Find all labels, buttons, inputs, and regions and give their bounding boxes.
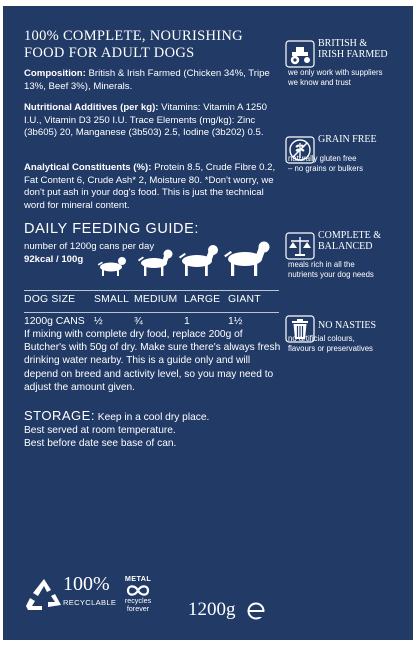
badge-2-title: GRAIN FREE bbox=[318, 134, 377, 145]
cell-giant: 1½ bbox=[228, 316, 243, 327]
net-weight: 1200g bbox=[188, 599, 236, 620]
badge-4-title: NO NASTIES bbox=[318, 320, 377, 331]
badge-3-description: meals rich in all the nutrients your dog needs bbox=[288, 260, 374, 279]
medium-dog-icon bbox=[138, 250, 173, 277]
storage-line-1: Keep in a cool dry place. bbox=[94, 412, 210, 423]
pack-panel bbox=[3, 6, 413, 640]
metal-recycles-label: recycles forever bbox=[124, 596, 152, 613]
storage-line-2: Best served at room temperature. bbox=[24, 425, 176, 437]
composition-value: British & Irish Farmed (Chicken 34%, Tripe 13%, Beef 3%), Minerals. bbox=[24, 68, 270, 92]
composition-label: Composition: bbox=[24, 68, 86, 79]
badge-1-title: BRITISH & IRISH FARMED bbox=[318, 38, 388, 60]
storage-line-3: Best before date see base of can. bbox=[24, 438, 177, 450]
recyclable-label: RECYCLABLE bbox=[63, 598, 117, 607]
product-title: 100% COMPLETE, NOURISHING FOOD FOR ADULT DOGS bbox=[24, 28, 243, 61]
storage-block bbox=[24, 409, 282, 451]
cell-cans-label: 1200g CANS bbox=[24, 316, 85, 327]
badge-4-description: no artificial colours, flavours or preservatives bbox=[288, 334, 373, 353]
recyclable-percentage: 100% bbox=[63, 573, 110, 595]
feeding-guide-subtitle: number of 1200g cans per day bbox=[24, 241, 155, 252]
giant-dog-icon bbox=[224, 242, 269, 277]
table-header-row bbox=[24, 290, 279, 312]
badge-1-description: we only work with suppliers we know and trust bbox=[288, 68, 383, 87]
recycle-icon bbox=[25, 576, 63, 612]
tractor-icon bbox=[285, 40, 315, 68]
nutritional-label: Nutritional Additives (per kg): bbox=[24, 102, 159, 114]
metal-label: METAL bbox=[124, 574, 152, 583]
large-dog-icon bbox=[179, 245, 218, 276]
analytical-label: Analytical Constituents (%): bbox=[24, 161, 152, 173]
info-column bbox=[24, 28, 279, 212]
header-dog-size: DOG SIZE bbox=[24, 294, 76, 305]
cell-medium: ¾ bbox=[134, 316, 143, 327]
badge-grain-free bbox=[280, 122, 398, 206]
cell-small: ½ bbox=[94, 316, 103, 327]
dog-silhouettes-icon bbox=[93, 238, 273, 278]
header-medium: MEDIUM bbox=[134, 294, 178, 305]
e-mark-icon bbox=[246, 600, 266, 622]
header-small: SMALL bbox=[94, 294, 130, 305]
kcal-label: 92kcal / 100g bbox=[24, 254, 84, 265]
nutritional-value: Vitamins: Vitamin A 1250 I.U., Vitamin D3 250 I.U. Trace Elements (mg/kg): Zinc (3b605) 20, Manganese (3b503) 2.5, Iodine (3b202) 0.5. bbox=[24, 102, 267, 139]
cell-large: 1 bbox=[184, 316, 190, 327]
nutritional-text bbox=[24, 102, 279, 140]
storage-heading: STORAGE: bbox=[24, 408, 95, 423]
header-giant: GIANT bbox=[228, 294, 261, 305]
badge-british-irish-farmed bbox=[280, 26, 398, 110]
metal-recycles-forever-mark bbox=[120, 574, 156, 613]
feeding-guide-title: DAILY FEEDING GUIDE: bbox=[24, 221, 200, 237]
badge-3-title: COMPLETE & BALANCED bbox=[318, 230, 382, 252]
composition-text bbox=[24, 68, 279, 93]
small-dog-icon bbox=[98, 257, 126, 276]
badge-no-nasties bbox=[280, 301, 398, 385]
badge-2-description: naturally gluten free – no grains or bulkers bbox=[288, 154, 363, 173]
analytical-value: Protein 8.5, Crude Fibre 0.2, Fat Content 6, Crude Ash* 2, Moisture 80. *Don't worry, we don't put ash in your dog's food. This is just the technical word for mineral content. bbox=[24, 161, 276, 211]
badge-complete-balanced bbox=[280, 218, 398, 302]
header-large: LARGE bbox=[184, 294, 221, 305]
infinity-icon bbox=[125, 584, 151, 597]
analytical-text bbox=[24, 162, 279, 212]
mixing-instructions: If mixing with complete dry food, replace 200g of Butcher's with 50g of dry. Make sure there's always fresh drinking water nearby. This is a guide only and will depend on breed and activity level, so you may need to adjust the amount given. bbox=[24, 329, 281, 393]
scales-icon bbox=[285, 232, 315, 260]
